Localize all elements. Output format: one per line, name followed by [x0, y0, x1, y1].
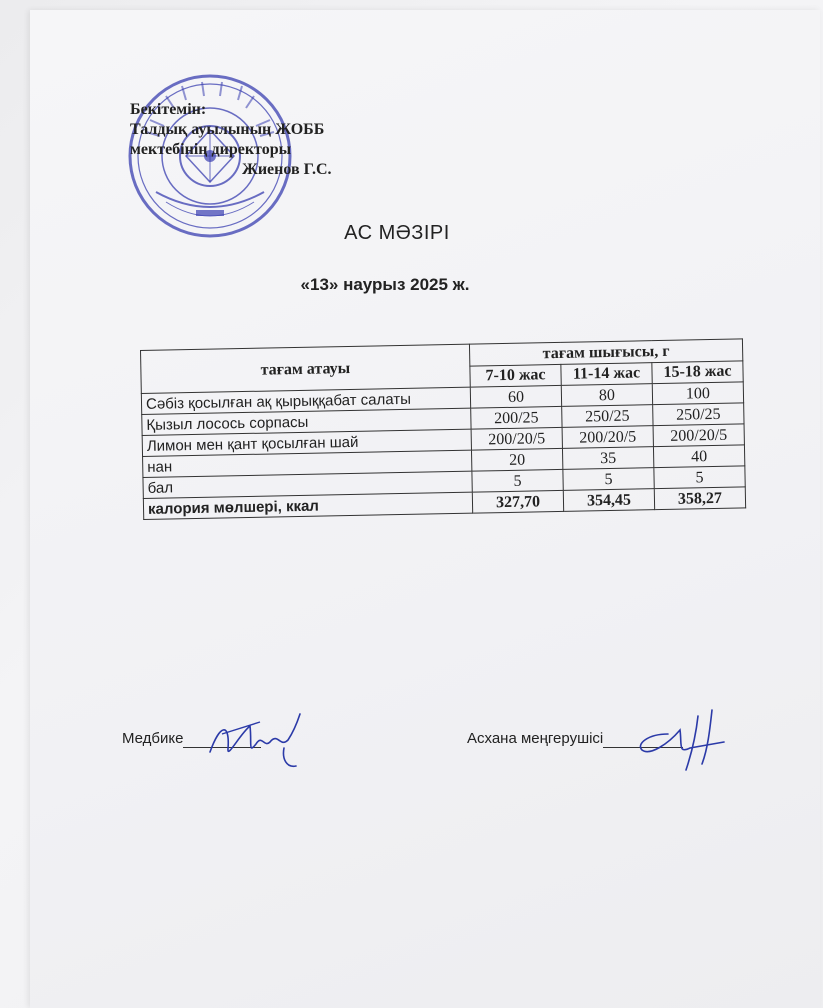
dish-value: 250/25: [562, 405, 653, 428]
dish-value: 200/20/5: [471, 427, 562, 450]
dish-value: 250/25: [653, 403, 744, 426]
dish-name: Лимон мен қант қосылған шай: [142, 429, 471, 456]
dish-value: 5: [563, 468, 654, 491]
nurse-label: Медбике: [122, 730, 184, 747]
header-dish-name: тағам атауы: [141, 344, 471, 393]
total-label: калория мөлшері, ккал: [143, 492, 472, 519]
total-value: 327,70: [472, 490, 563, 513]
dish-value: 200/20/5: [653, 424, 744, 447]
dish-name: Қызыл лосось сорпасы: [142, 408, 471, 435]
header-yield: тағам шығысы, г: [469, 339, 742, 366]
dish-value: 200/20/5: [562, 426, 653, 449]
dish-value: 200/25: [471, 406, 562, 429]
approval-position: мектебінің директоры: [130, 141, 292, 158]
approval-director-name: Жиенов Г.С.: [242, 161, 332, 178]
menu-title: АС МӘЗІРІ: [344, 222, 450, 244]
dish-value: 40: [653, 445, 744, 468]
canteen-manager-label: Асхана меңгерушісі: [467, 730, 604, 747]
header-age: 7-10 жас: [470, 364, 561, 387]
total-value: 354,45: [563, 489, 654, 512]
total-value: 358,27: [654, 487, 745, 510]
header-age: 11-14 жас: [561, 362, 652, 385]
approval-line: Бекітемін:: [130, 101, 207, 118]
menu-table: [140, 338, 746, 520]
dish-name: бал: [143, 471, 472, 498]
dish-name: Сәбіз қосылған ақ қырыққабат салаты: [141, 387, 470, 414]
dish-value: 5: [654, 466, 745, 489]
dish-value: 100: [652, 382, 743, 405]
approval-block: [130, 100, 332, 180]
dish-value: 5: [472, 469, 563, 492]
dish-value: 20: [471, 448, 562, 471]
dish-value: 35: [562, 447, 653, 470]
canteen-signature-icon: [628, 704, 738, 774]
header-age: 15-18 жас: [652, 360, 743, 383]
dish-name: нан: [143, 450, 472, 477]
nurse-signature-icon: [200, 704, 310, 774]
approval-school: Талдық ауылының ЖОББ: [130, 121, 325, 138]
dish-value: 80: [561, 384, 652, 407]
dish-value: 60: [470, 385, 561, 408]
document-sheet: [30, 10, 820, 1008]
menu-date: «13» наурыз 2025 ж.: [300, 275, 470, 294]
